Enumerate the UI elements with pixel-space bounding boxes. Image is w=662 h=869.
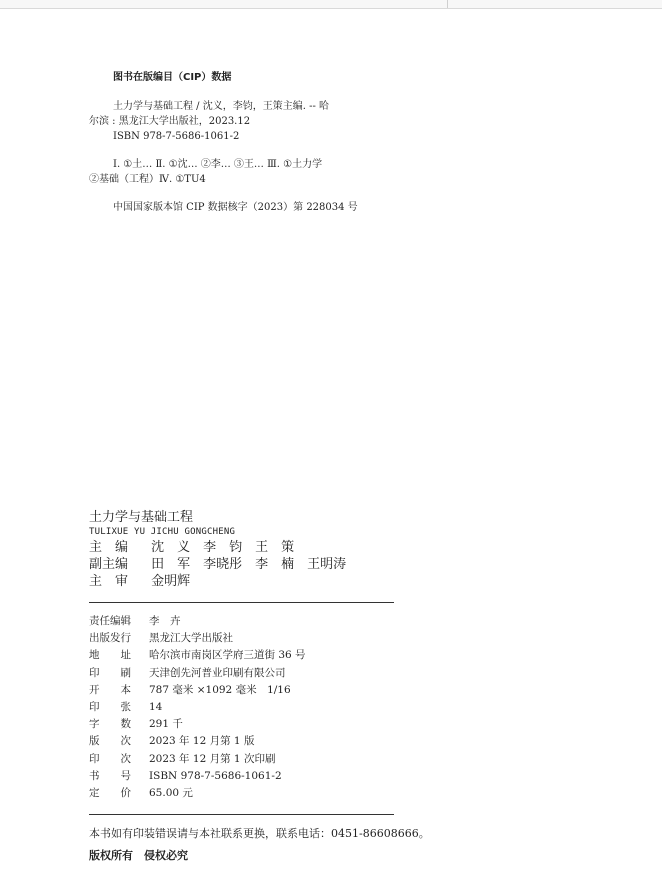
cip-classification-line-1: Ⅰ. ①土… Ⅱ. ①沈… ②李… ③王… Ⅲ. ①土力学 <box>113 159 323 170</box>
staff-row-chief-editor <box>89 539 399 556</box>
pub-value: 天津创先河普业印刷有限公司 <box>149 666 286 679</box>
staff-names: 沈 义 李 钧 王 策 <box>151 540 295 555</box>
pub-label: 印 次 <box>89 752 131 765</box>
staff-row-associate-editor <box>89 556 399 573</box>
divider-rule <box>89 602 394 603</box>
cip-isbn: ISBN 978-7-5686-1061-2 <box>113 131 240 142</box>
pub-value: 2023 年 12 月第 1 次印刷 <box>149 752 276 765</box>
pub-row <box>89 613 409 630</box>
staff-role: 主 编 <box>89 540 129 555</box>
pub-label: 印 张 <box>89 701 131 714</box>
pub-row <box>89 647 409 664</box>
staff-role: 主 审 <box>89 574 129 589</box>
pub-label: 开 本 <box>89 683 131 696</box>
pub-label: 责任编辑 <box>89 615 131 627</box>
pub-value: 65.00 元 <box>149 787 193 800</box>
cip-spacer <box>89 144 419 157</box>
pub-value: 2023 年 12 月第 1 版 <box>149 735 255 748</box>
staff-role: 副主编 <box>89 557 129 572</box>
pub-row <box>89 682 409 699</box>
footer-block <box>89 826 509 864</box>
pub-row <box>89 716 409 733</box>
replacement-notice: 本书如有印装错误请与本社联系更换，联系电话：0451-86608666。 <box>89 827 430 840</box>
pub-label: 版 次 <box>89 735 131 748</box>
viewer-top-divider <box>447 0 448 8</box>
pub-label: 字 数 <box>89 718 131 731</box>
book-info-block <box>89 510 399 590</box>
pub-label: 定 价 <box>89 787 131 800</box>
pub-value: 李 卉 <box>149 615 181 627</box>
viewer-top-edge <box>0 0 662 9</box>
publication-details <box>89 613 409 802</box>
pub-row <box>89 699 409 716</box>
pub-row <box>89 751 409 768</box>
pub-value: 787 毫米 ×1092 毫米 1/16 <box>149 683 291 696</box>
divider-rule <box>89 814 394 815</box>
pub-value: 哈尔滨市南岗区学府三道街 36 号 <box>149 649 306 662</box>
pub-label: 印 刷 <box>89 666 131 679</box>
cip-record-line-2: 尔滨 : 黑龙江大学出版社，2023.12 <box>89 116 251 127</box>
pub-label: 地 址 <box>89 649 131 662</box>
cip-record-line-1: 土力学与基础工程 / 沈义，李钧，王策主编. -- 哈 <box>113 101 330 112</box>
pub-row <box>89 785 409 802</box>
copyright-notice: 版权所有 侵权必究 <box>89 849 188 862</box>
pub-value: 14 <box>149 701 163 714</box>
cip-data-block <box>89 70 419 215</box>
pub-value: 黑龙江大学出版社 <box>149 632 233 645</box>
cip-heading: 图书在版编目（CIP）数据 <box>113 72 232 83</box>
staff-row-chief-reviewer <box>89 573 399 590</box>
pub-value: 291 千 <box>149 718 183 731</box>
pub-value: ISBN 978-7-5686-1061-2 <box>149 769 282 782</box>
pub-row <box>89 768 409 785</box>
pub-label: 出版发行 <box>89 632 131 645</box>
pub-label: 书 号 <box>89 769 131 782</box>
pub-row <box>89 630 409 647</box>
cip-spacer <box>89 187 419 200</box>
book-title: 土力学与基础工程 <box>89 510 194 525</box>
book-title-pinyin: TULIXUE YU JICHU GONGCHENG <box>89 527 236 537</box>
pub-row <box>89 733 409 750</box>
staff-names: 田 军 李晓彤 李 楠 王明涛 <box>151 557 347 572</box>
cip-number: 中国国家版本馆 CIP 数据核字（2023）第 228034 号 <box>113 202 358 213</box>
staff-names: 金明辉 <box>151 574 191 589</box>
pub-row <box>89 665 409 682</box>
cip-classification-line-2: ②基础（工程）Ⅳ. ①TU4 <box>89 174 206 185</box>
